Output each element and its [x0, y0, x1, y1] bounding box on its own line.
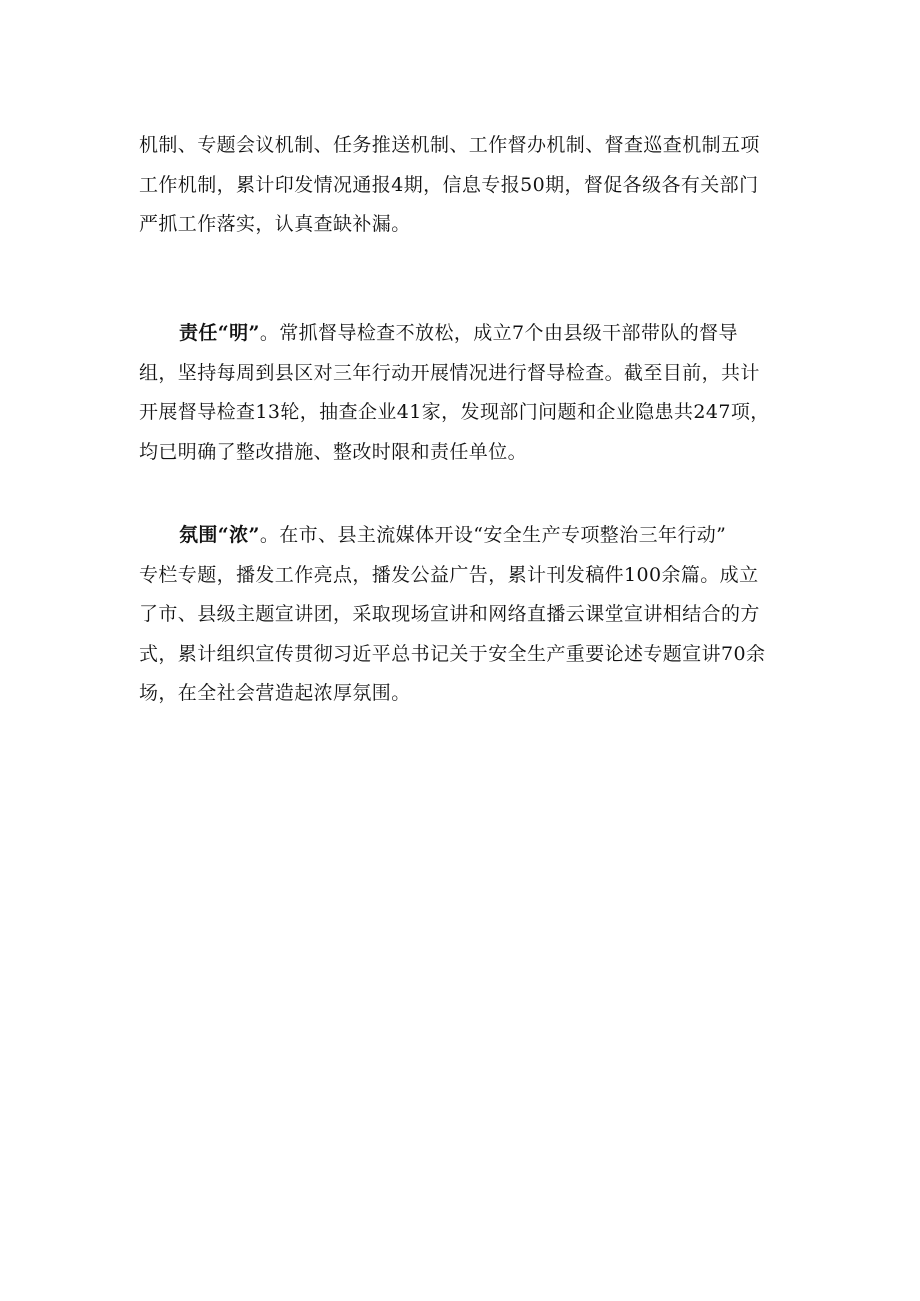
paragraph-line: 机制、专题会议机制、任务推送机制、工作督办机制、督查巡查机制五项	[139, 134, 760, 156]
paragraph-line: 严抓工作落实，认真查缺补漏。	[139, 213, 411, 235]
paragraph-lead-heading: 氛围“浓”	[179, 524, 260, 546]
paragraph-line: 式，累计组织宣传贯彻习近平总书记关于安全生产重要论述专题宣讲70余	[139, 642, 766, 665]
paragraph-line-text: 。在市、县主流媒体开设“安全生产专项整治三年行动”	[259, 524, 727, 546]
paragraph-first-line	[139, 314, 799, 354]
paragraph-first-line	[139, 516, 799, 556]
paragraph-line: 均已明确了整改措施、整改时限和责任单位。	[139, 440, 528, 463]
paragraph-line: 场，在全社会营造起浓厚氛围。	[139, 682, 411, 704]
paragraph-line: 工作机制，累计印发情况通报4期，信息专报50期，督促各级各有关部门	[139, 173, 759, 196]
paragraph-line: 专栏专题，播发工作亮点，播发公益广告，累计刊发稿件100余篇。成立	[139, 563, 759, 586]
paragraph-atmosphere	[139, 516, 799, 714]
paragraph-line: 开展督导检查13轮，抽查企业41家，发现部门问题和企业隐患共247项，	[139, 401, 770, 423]
paragraph-lead-heading: 责任“明”	[179, 322, 260, 344]
paragraph-line: 组，坚持每周到县区对三年行动开展情况进行督导检查。截至目前，共计	[139, 361, 760, 384]
paragraph-responsibility	[139, 314, 799, 472]
paragraph-work-mechanisms	[139, 126, 799, 245]
paragraph-line: 了市、县级主题宣讲团，采取现场宣讲和网络直播云课堂宣讲相结合的方	[139, 603, 760, 625]
paragraph-line-text: 。常抓督导检查不放松，成立7个由县级干部带队的督导	[259, 322, 738, 344]
